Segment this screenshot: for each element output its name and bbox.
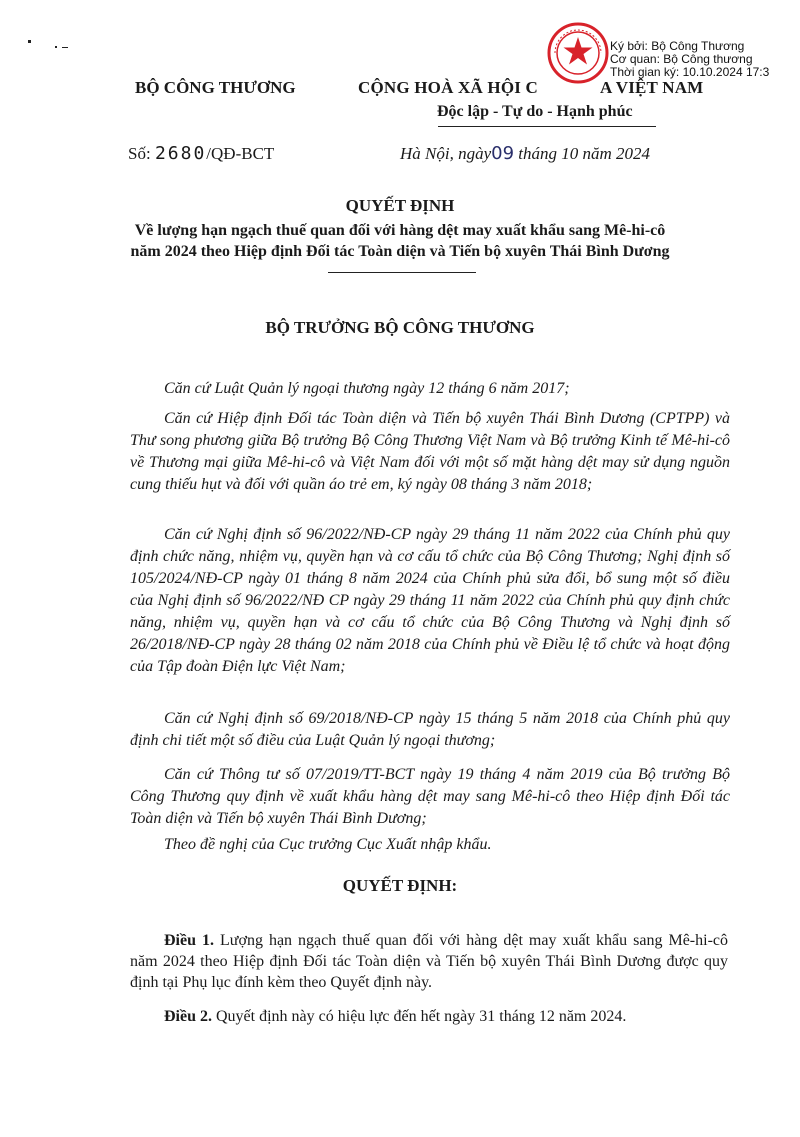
date-day: 09 [491,143,515,164]
place-and-date [400,143,650,164]
number-prefix: Số: [128,144,151,163]
article-text: Lượng hạn ngạch thuế quan đối với hàng dệt may xuất khẩu sang Mê-hi-cô năm 2024 theo Hiệp định Đối tác Toàn diện và Tiến bộ xuyên Thái Bình Dương được quy định tại Phụ lục đính kèm theo Quyết định này. [130,932,729,991]
number-suffix: /QĐ-BCT [206,144,275,163]
number-value: 2680 [154,143,207,164]
article-1 [130,930,728,993]
scan-speck [55,46,57,48]
legal-basis-4 [130,708,730,752]
signing-agency: Cơ quan: Bộ Công thương [610,52,753,66]
decision-heading: QUYẾT ĐỊNH: [342,876,458,895]
document-subject [60,220,740,262]
legal-basis-3 [130,524,730,678]
signed-by: Ký bởi: Bộ Công Thương [610,39,745,53]
article-2 [130,1006,728,1027]
scan-speck [28,40,31,43]
legal-basis-text: Căn cứ Thông tư số 07/2019/TT-BCT ngày 19 tháng 4 năm 2019 của Bộ trưởng Bộ Công Thương quy định về xuất khẩu hàng dệt may sang Mê-hi-cô theo Hiệp định Đối tác Toàn diện và Tiến bộ xuyên Thái Bình Dương; [130,766,730,827]
legal-basis-6 [130,834,730,856]
article-text: Quyết định này có hiệu lực đến hết ngày 31 tháng 12 năm 2024. [216,1008,627,1025]
document-type: QUYẾT ĐỊNH [345,196,455,215]
article-label: Điều 2. [164,1008,212,1025]
article-label: Điều 1. [164,932,215,949]
national-title-main: CỘNG HOÀ XÃ HỘI C [358,78,539,97]
motto-underline [438,126,656,127]
subject-line-2: năm 2024 theo Hiệp định Đối tác Toàn diện và Tiến bộ xuyên Thái Bình Dương [130,243,670,260]
date-prefix: Hà Nội, ngày [400,144,492,163]
national-title-tail: A VIỆT NAM [600,78,704,97]
signing-time: Thời gian ký: 10.10.2024 17:3 [610,65,770,79]
scan-speck [62,47,68,48]
date-suffix: tháng 10 năm 2024 [518,144,651,163]
issuing-authority: BỘ TRƯỞNG BỘ CÔNG THƯƠNG [265,318,535,337]
legal-basis-text: Căn cứ Luật Quản lý ngoại thương ngày 12 tháng 6 năm 2017; [164,380,570,397]
red-seal-icon [547,22,609,84]
decision-number [128,143,274,164]
subject-underline [328,272,476,273]
issuing-ministry: BỘ CÔNG THƯƠNG [135,78,296,97]
national-title [358,78,703,98]
legal-basis-5 [130,764,730,830]
legal-basis-text: Căn cứ Nghị định số 96/2022/NĐ-CP ngày 29 tháng 11 năm 2022 của Chính phủ quy định chức năng, nhiệm vụ, quyền hạn và cơ cấu tổ chức của Bộ Công Thương; Nghị định số 105/2024/NĐ-CP ngày 01 tháng 8 năm 2024 của Chính phủ sửa đổi, bổ sung một số điều của Nghị định số 96/2022/NĐ CP ngày 29 tháng 11 năm 2022 của Chính phủ quy định chức năng, nhiệm vụ, quyền hạn và cơ cấu tổ chức của Bộ Công Thương và Nghị định số 26/2018/NĐ-CP ngày 28 tháng 02 năm 2018 của Chính phủ về Điều lệ tổ chức và hoạt động của Tập đoàn Điện lực Việt Nam; [130,526,730,675]
legal-basis-text: Căn cứ Nghị định số 69/2018/NĐ-CP ngày 15 tháng 5 năm 2018 của Chính phủ quy định chi tiết một số điều của Luật Quản lý ngoại thương; [130,710,730,749]
digital-signature-block [610,40,769,79]
subject-line-1: Về lượng hạn ngạch thuế quan đối với hàng dệt may xuất khẩu sang Mê-hi-cô [134,222,666,239]
national-motto: Độc lập - Tự do - Hạnh phúc [437,103,633,120]
legal-basis-2 [130,408,730,496]
legal-basis-1 [130,378,730,400]
legal-basis-text: Theo đề nghị của Cục trưởng Cục Xuất nhập khẩu. [164,836,492,853]
legal-basis-text: Căn cứ Hiệp định Đối tác Toàn diện và Tiến bộ xuyên Thái Bình Dương (CPTPP) và Thư song phương giữa Bộ trưởng Bộ Công Thương Việt Nam và Bộ trưởng Kinh tế Mê-hi-cô về Thương mại giữa Mê-hi-cô và Việt Nam đối với một số mặt hàng dệt may sử dụng nguồn cung thiếu hụt và đối với quần áo trẻ em, ký ngày 08 tháng 3 năm 2018; [130,410,730,493]
